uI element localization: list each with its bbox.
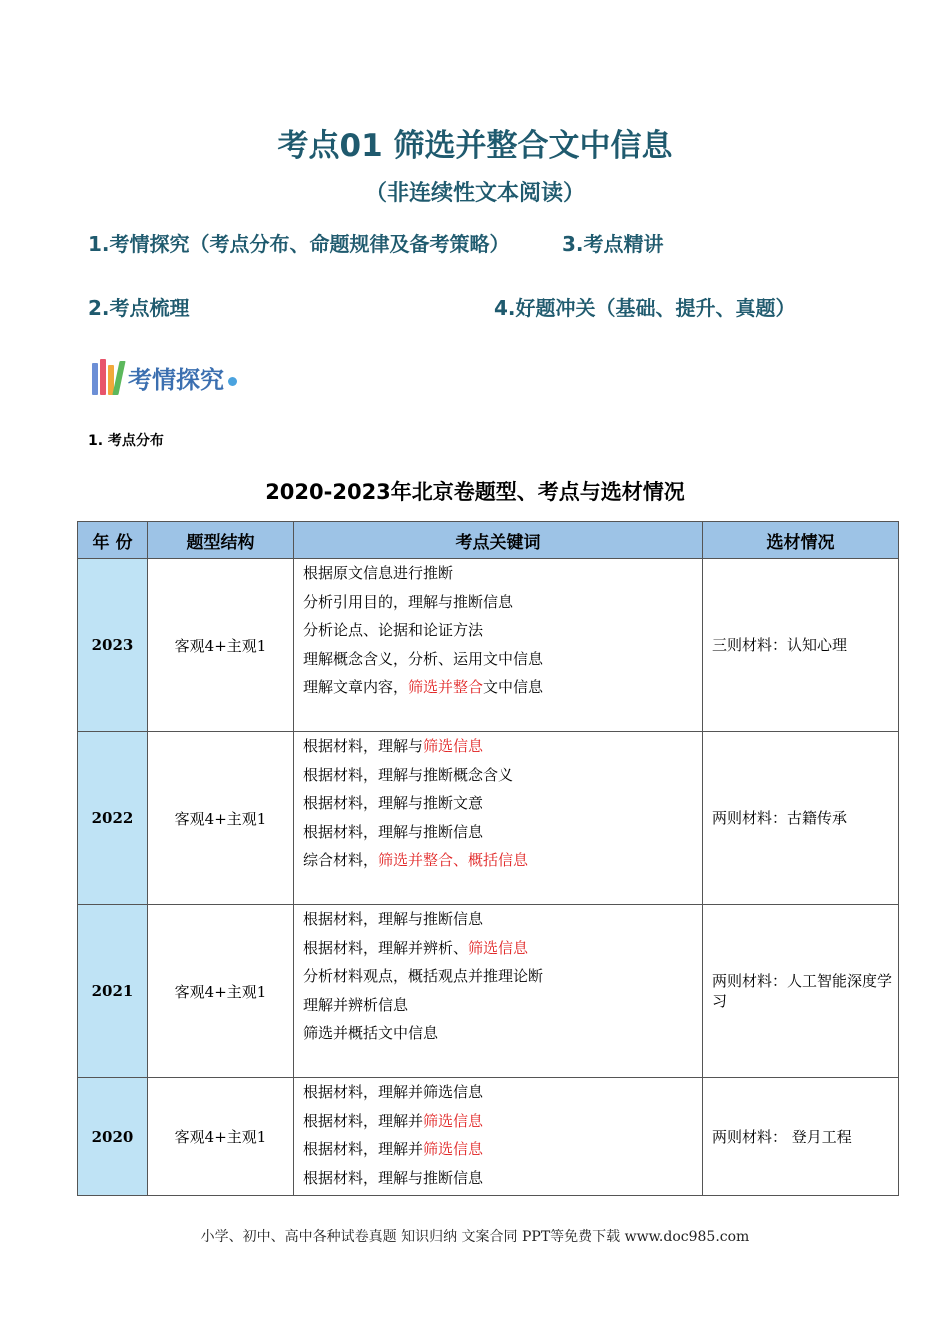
keyword-text: 筛选并概括文中信息: [303, 1024, 439, 1043]
keyword-line: [303, 991, 702, 1020]
keyword-text: 根据原文信息进行推断: [303, 564, 454, 582]
keyword-line: [303, 1164, 702, 1193]
material-cell: 两则材料： 登月工程: [703, 1078, 899, 1196]
keyword-line: [303, 934, 702, 963]
keyword-line: [303, 761, 702, 790]
structure-cell: 客观4+主观1: [148, 1078, 294, 1196]
keyword-line: [303, 616, 702, 645]
books-icon: [92, 359, 122, 395]
keyword-line: [303, 905, 702, 934]
keywords-cell: [294, 1078, 703, 1196]
keyword-line: [303, 1019, 702, 1048]
keyword-text: 理解概念含义，分析、运用文中信息: [303, 649, 544, 668]
material-cell: 两则材料：古籍传承: [703, 732, 899, 905]
keyword-text: 理解文章内容，: [303, 678, 409, 697]
keyword-line: [303, 732, 702, 761]
badge-label: 考情探究: [128, 365, 224, 394]
keyword-highlight: 筛选信息: [423, 1111, 484, 1130]
keywords-cell: [294, 559, 703, 732]
keyword-line: [303, 962, 702, 991]
header-keywords: 考点关键词: [294, 522, 703, 559]
table-header-row: [78, 522, 899, 559]
keyword-text: 根据材料，理解并: [303, 1140, 424, 1159]
keyword-line: [303, 559, 702, 588]
keyword-highlight: 筛选并整合、概括信息: [378, 851, 529, 870]
keyword-line: [303, 645, 702, 674]
keyword-text: 根据材料，理解与推断信息: [303, 910, 484, 928]
keyword-highlight: 筛选并整合: [408, 678, 484, 697]
keyword-text: 综合材料，: [303, 851, 379, 870]
header-structure: 题型结构: [148, 522, 294, 559]
keyword-text: 根据材料，理解与推断信息: [303, 822, 484, 841]
keyword-text: 根据材料，理解与推断文意: [303, 794, 484, 813]
toc-item-4: 4.好题冲关（基础、提升、真题）: [494, 296, 796, 320]
header-year: 年 份: [78, 522, 148, 559]
keyword-text: 根据材料，理解与推断概念含义: [303, 765, 514, 784]
year-cell: 2021: [78, 905, 148, 1078]
keyword-text: 根据材料，理解并筛选信息: [303, 1083, 484, 1101]
year-cell: 2023: [78, 559, 148, 732]
section-heading: 1. 考点分布: [88, 433, 164, 449]
keywords-cell: [294, 905, 703, 1078]
toc-item-2: 2.考点梳理: [88, 296, 190, 320]
structure-cell: 客观4+主观1: [148, 732, 294, 905]
keyword-text: 文中信息: [483, 678, 544, 697]
keyword-text: 分析论点、论据和论证方法: [303, 621, 484, 640]
keyword-line: [303, 846, 702, 875]
keyword-text: 分析材料观点，概括观点并推理论断: [303, 967, 544, 986]
keywords-cell: [294, 732, 703, 905]
page-title: 考点01 筛选并整合文中信息: [277, 128, 673, 164]
table-title: 2020-2023年北京卷题型、考点与选材情况: [265, 480, 685, 504]
keyword-line: [303, 588, 702, 617]
year-cell: 2022: [78, 732, 148, 905]
footer-text: 小学、初中、高中各种试卷真题 知识归纳 文案合同 PPT等免费下载 www.doc985.com: [200, 1229, 750, 1245]
keyword-text: 根据材料，理解与推断信息: [303, 1168, 484, 1187]
dot-icon: [228, 377, 237, 386]
toc-item-3: 3.考点精讲: [562, 232, 664, 256]
keyword-text: 理解并辨析信息: [303, 995, 409, 1014]
keyword-line: [303, 1135, 702, 1164]
keyword-text: 根据材料，理解与: [303, 737, 424, 755]
material-cell: 两则材料：人工智能深度学习: [703, 905, 899, 1078]
table-row: [78, 559, 899, 732]
header-material: 选材情况: [703, 522, 899, 559]
material-cell: 三则材料：认知心理: [703, 559, 899, 732]
keyword-text: 分析引用目的，理解与推断信息: [303, 592, 514, 611]
keyword-highlight: 筛选信息: [423, 737, 484, 755]
keyword-line: [303, 1078, 702, 1107]
keyword-highlight: 筛选信息: [468, 938, 529, 957]
keyword-line: [303, 1107, 702, 1136]
keyword-line: [303, 789, 702, 818]
keyword-text: 根据材料，理解并: [303, 1111, 424, 1130]
table-row: [78, 1078, 899, 1196]
year-cell: 2020: [78, 1078, 148, 1196]
exam-table: [77, 521, 899, 1196]
page-subtitle: （非连续性文本阅读）: [364, 181, 585, 206]
keyword-line: [303, 673, 702, 702]
keyword-highlight: 筛选信息: [423, 1140, 484, 1159]
structure-cell: 客观4+主观1: [148, 559, 294, 732]
table-row: [78, 732, 899, 905]
keyword-text: 根据材料，理解并辨析、: [303, 938, 469, 957]
toc-item-1: 1.考情探究（考点分布、命题规律及备考策略）: [88, 232, 510, 256]
keyword-line: [303, 818, 702, 847]
table-row: [78, 905, 899, 1078]
structure-cell: 客观4+主观1: [148, 905, 294, 1078]
section-badge: [92, 354, 237, 400]
